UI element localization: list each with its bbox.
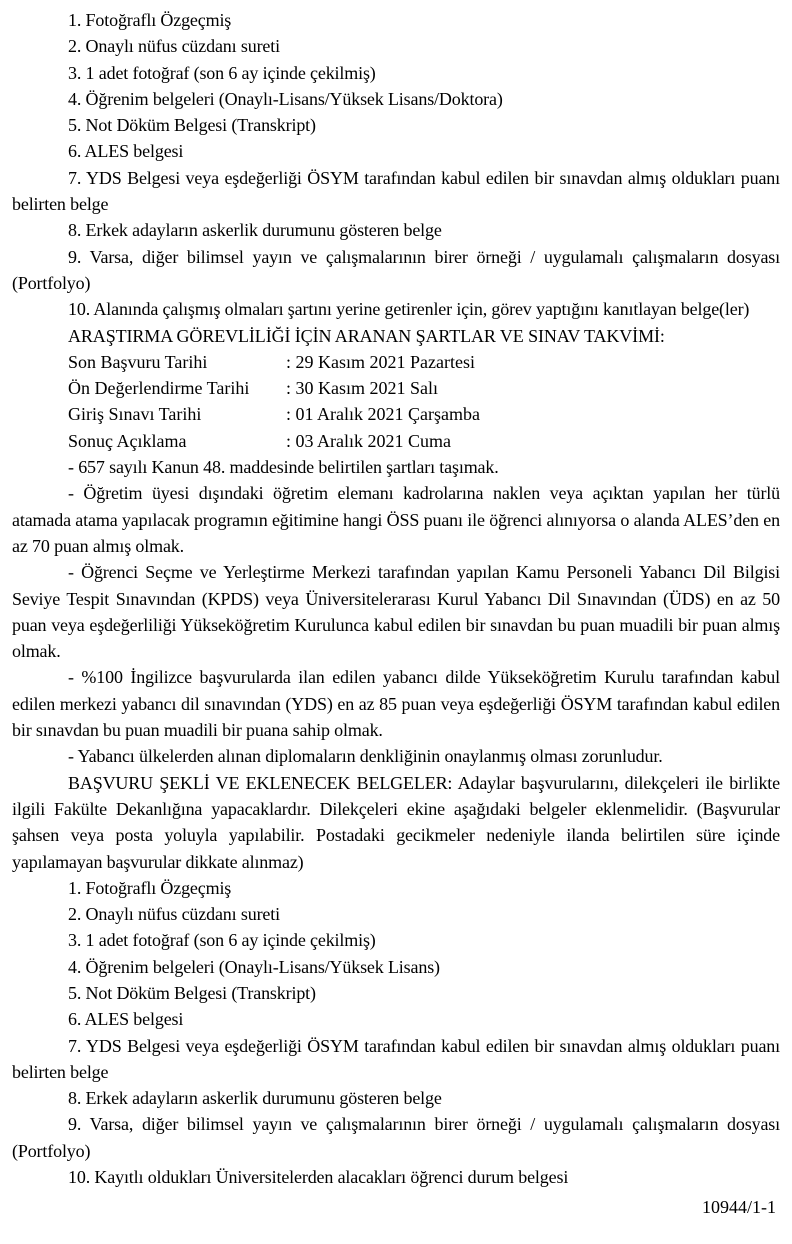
list-item: 3. 1 adet fotoğraf (son 6 ay içinde çekilmiş) [68,62,376,83]
list-item: 5. Not Döküm Belgesi (Transkript) [68,115,316,136]
schedule-value: : 30 Kasım 2021 Salı [286,378,438,399]
schedule-label: Son Başvuru Tarihi [68,351,208,372]
required-documents-list-1 [12,7,780,323]
list-item: 4. Öğrenim belgeleri (Onaylı-Lisans/Yüksek Lisans/Doktora) [68,88,503,109]
list-item: 4. Öğrenim belgeleri (Onaylı-Lisans/Yüksek Lisans) [68,956,440,977]
required-documents-list-2 [12,875,780,1191]
application-paragraph: BAŞVURU ŞEKLİ VE EKLENECEK BELGELER: Adaylar başvurularını, dilekçeleri ile birlikte ilgili Fakülte Dekanlığına yapacaklardır. Dilekçeleri ekine aşağıdaki belgeler eklenmelidir. (Başvurular şahsen veya posta yoluyla yapılabilir. Postadaki gecikmeler nedeniyle ilanda belirtilen süre içinde yapılamayan başvurular dikkate alınmaz) [12,772,780,872]
schedule-value: : 29 Kasım 2021 Pazartesi [286,351,475,372]
list-item: 9. Varsa, diğer bilimsel yayın ve çalışmalarının birer örneği / uygulamalı çalışmaların dosyası (Portfolyo) [12,1114,780,1161]
section-heading: ARAŞTIRMA GÖREVLİLİĞİ İÇİN ARANAN ŞARTLAR VE SINAV TAKVİMİ: [68,325,665,346]
list-item: 1. Fotoğraflı Özgeçmiş [68,877,232,898]
list-item: 8. Erkek adayların askerlik durumunu gösteren belge [68,1088,442,1109]
list-item: 8. Erkek adayların askerlik durumunu gösteren belge [68,220,442,241]
requirements-list [12,454,780,770]
schedule-label: Giriş Sınavı Tarihi [68,404,202,425]
list-item: 10. Alanında çalışmış olmaları şartını yerine getirenler için, görev yaptığını kanıtlayan belge(ler) [68,299,750,320]
schedule-label: Ön Değerlendirme Tarihi [68,378,250,399]
schedule-row [68,428,780,454]
list-item: 9. Varsa, diğer bilimsel yayın ve çalışmalarının birer örneği / uygulamalı çalışmaların dosyası (Portfolyo) [12,246,780,293]
list-item: 6. ALES belgesi [68,1009,184,1030]
list-item: 2. Onaylı nüfus cüzdanı sureti [68,904,280,925]
document-code: 10944/1-1 [702,1197,776,1218]
list-item: 6. ALES belgesi [68,141,184,162]
requirement-item: - Öğretim üyesi dışındaki öğretim elemanı kadrolarına naklen veya açıktan yapılan her türlü atamada atama yapılacak programın eğitimine hangi ÖSS puanı ile öğrenci alınıyorsa o alanda ALES’den en az 70 puan almış olmak. [12,483,780,556]
schedule-label: Sonuç Açıklama [68,430,187,451]
schedule-row [68,401,780,427]
requirement-item: - Öğrenci Seçme ve Yerleştirme Merkezi tarafından yapılan Kamu Personeli Yabancı Dil Bilgisi Seviye Tespit Sınavından (KPDS) veya Üniversitelerarası Kurul Yabancı Dil Sınavından (ÜDS) en az 50 puan veya eşdeğerliliği Yükseköğretim Kurulunca kabul edilen bir sınavdan bu puan muadili bir puan almış olmak. [12,562,780,662]
list-item: 2. Onaylı nüfus cüzdanı sureti [68,36,280,57]
requirement-item: - 657 sayılı Kanun 48. maddesinde belirtilen şartları taşımak. [68,457,499,478]
list-item: 3. 1 adet fotoğraf (son 6 ay içinde çekilmiş) [68,930,376,951]
schedule-value: : 03 Aralık 2021 Cuma [286,430,451,451]
list-item: 10. Kayıtlı oldukları Üniversitelerden alacakları öğrenci durum belgesi [68,1167,569,1188]
exam-schedule [68,349,780,454]
list-item: 1. Fotoğraflı Özgeçmiş [68,10,232,30]
list-item: 5. Not Döküm Belgesi (Transkript) [68,982,316,1003]
schedule-value: : 01 Aralık 2021 Çarşamba [286,404,480,425]
schedule-row [68,349,780,375]
requirement-item: - Yabancı ülkelerden alınan diplomaların denkliğinin onaylanmış olması zorunludur. [68,746,663,767]
list-item: 7. YDS Belgesi veya eşdeğerliği ÖSYM tarafından kabul edilen bir sınavdan almış oldukları puanı belirten belge [12,167,780,215]
requirement-item: - %100 İngilizce başvurularda ilan edilen yabancı dilde Yükseköğretim Kurulu tarafından kabul edilen merkezi yabancı dil sınavından (YDS) en az 85 puan veya eşdeğerliği ÖSYM tarafından kabul edilen bir sınavdan bu puan muadili bir puana sahip olmak. [12,667,780,741]
schedule-row [68,375,780,401]
list-item: 7. YDS Belgesi veya eşdeğerliği ÖSYM tarafından kabul edilen bir sınavdan almış oldukları puanı belirten belge [12,1035,780,1082]
